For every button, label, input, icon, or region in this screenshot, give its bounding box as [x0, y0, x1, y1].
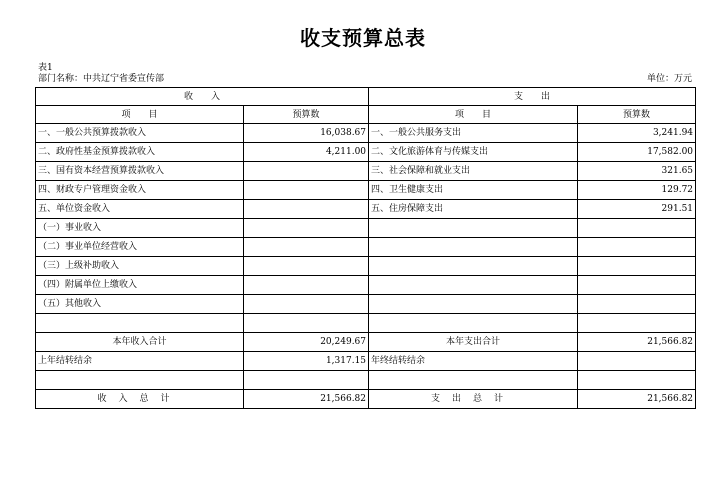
table-row	[36, 219, 696, 238]
income-item: 五、单位资金收入	[36, 200, 244, 219]
income-header: 收 入	[36, 88, 369, 106]
income-item: （五）其他收入	[36, 295, 244, 314]
year-total-row	[36, 333, 696, 352]
column-header-row	[36, 106, 696, 124]
expenditure-value	[578, 276, 696, 295]
year-income-total-label: 本年收入合计	[36, 333, 244, 352]
table-row	[36, 276, 696, 295]
year-end-carryover-value	[578, 352, 696, 371]
expenditure-value	[578, 295, 696, 314]
income-value	[244, 314, 369, 333]
blank-cell	[369, 371, 578, 390]
income-item: 二、政府性基金预算拨款收入	[36, 143, 244, 162]
year-expenditure-total-label: 本年支出合计	[369, 333, 578, 352]
expenditure-value: 291.51	[578, 200, 696, 219]
year-end-carryover-label: 年终结转结余	[369, 352, 578, 371]
department-name: 部门名称：中共辽宁省委宣传部	[38, 74, 165, 84]
expenditure-item	[369, 276, 578, 295]
page-title: 收支预算总表	[300, 26, 426, 50]
income-item-header: 项 目	[36, 106, 244, 124]
expenditure-value	[578, 219, 696, 238]
income-grand-total-value: 21,566.82	[244, 390, 369, 409]
income-value	[244, 181, 369, 200]
expenditure-item: 四、卫生健康支出	[369, 181, 578, 200]
income-item: 一、一般公共预算拨款收入	[36, 124, 244, 143]
expenditure-item: 三、社会保障和就业支出	[369, 162, 578, 181]
income-value: 4,211.00	[244, 143, 369, 162]
expenditure-value: 17,582.00	[578, 143, 696, 162]
income-value	[244, 295, 369, 314]
income-grand-total-label: 收入总计	[36, 390, 244, 409]
income-value	[244, 200, 369, 219]
income-value	[244, 257, 369, 276]
blank-cell	[244, 371, 369, 390]
carryover-row	[36, 352, 696, 371]
income-value	[244, 276, 369, 295]
income-budget-header: 预算数	[244, 106, 369, 124]
expenditure-value	[578, 238, 696, 257]
expenditure-item: 二、文化旅游体育与传媒支出	[369, 143, 578, 162]
income-item	[36, 314, 244, 333]
table-row	[36, 314, 696, 333]
expenditure-value: 129.72	[578, 181, 696, 200]
expenditure-item	[369, 219, 578, 238]
expenditure-item-header: 项 目	[369, 106, 578, 124]
expenditure-item: 五、住房保障支出	[369, 200, 578, 219]
income-item: （三）上级补助收入	[36, 257, 244, 276]
table-row	[36, 238, 696, 257]
expenditure-grand-total-label: 支出总计	[369, 390, 578, 409]
unit-label: 单位：万元	[646, 74, 692, 84]
income-item: （四）附属单位上缴收入	[36, 276, 244, 295]
table-row	[36, 200, 696, 219]
table-row	[36, 181, 696, 200]
income-item: （一）事业收入	[36, 219, 244, 238]
table-row	[36, 162, 696, 181]
expenditure-item	[369, 295, 578, 314]
budget-summary-table	[35, 87, 696, 409]
section-header-row	[36, 88, 696, 106]
prior-carryover-label: 上年结转结余	[36, 352, 244, 371]
income-item: （二）事业单位经营收入	[36, 238, 244, 257]
expenditure-grand-total-value: 21,566.82	[578, 390, 696, 409]
prior-carryover-value: 1,317.15	[244, 352, 369, 371]
year-income-total-value: 20,249.67	[244, 333, 369, 352]
expenditure-value	[578, 257, 696, 276]
expenditure-value: 321.65	[578, 162, 696, 181]
table-row	[36, 295, 696, 314]
table-row	[36, 257, 696, 276]
expenditure-item	[369, 257, 578, 276]
expenditure-budget-header: 预算数	[578, 106, 696, 124]
year-expenditure-total-value: 21,566.82	[578, 333, 696, 352]
income-value	[244, 162, 369, 181]
income-value	[244, 219, 369, 238]
table-row	[36, 124, 696, 143]
expenditure-header: 支 出	[369, 88, 696, 106]
income-value: 16,038.67	[244, 124, 369, 143]
expenditure-item	[369, 314, 578, 333]
expenditure-item	[369, 238, 578, 257]
blank-cell	[36, 371, 244, 390]
income-item: 三、国有资本经营预算拨款收入	[36, 162, 244, 181]
expenditure-item: 一、一般公共服务支出	[369, 124, 578, 143]
table-row	[36, 143, 696, 162]
income-value	[244, 238, 369, 257]
table-id: 表1	[38, 63, 53, 73]
blank-row	[36, 371, 696, 390]
income-item: 四、财政专户管理资金收入	[36, 181, 244, 200]
expenditure-value	[578, 314, 696, 333]
expenditure-value: 3,241.94	[578, 124, 696, 143]
grand-total-row	[36, 390, 696, 409]
blank-cell	[578, 371, 696, 390]
